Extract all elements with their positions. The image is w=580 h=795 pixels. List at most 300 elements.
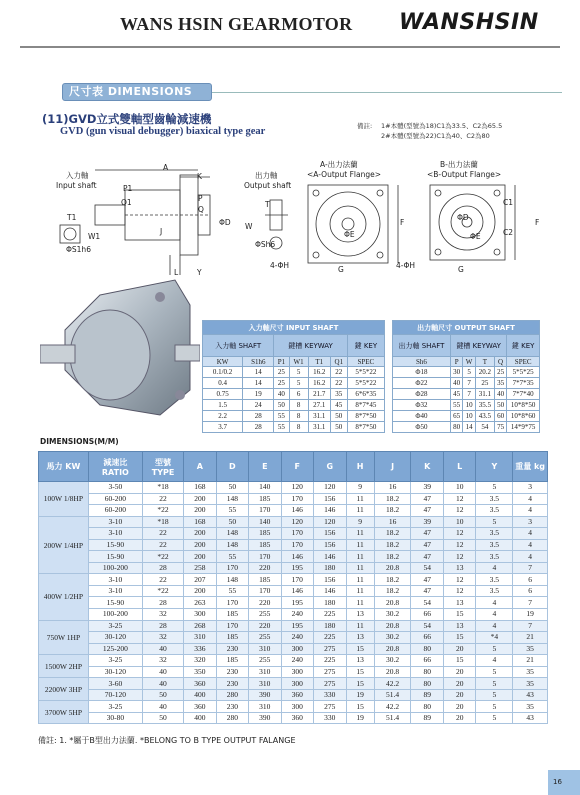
dimension-cell: 20.8 [374,620,411,632]
dimension-cell: 170 [249,505,281,517]
dimension-cell: 80 [411,666,443,678]
dimension-cell: 4 [513,551,548,563]
kw-cell: 750W 1HP [39,620,89,655]
dimension-cell: 10 [443,516,475,528]
dim-label-w1: W1 [88,232,101,241]
output-shaft-cell: 60 [494,411,507,422]
dimension-cell: 66 [411,632,443,644]
input-shaft-cell: 0.75 [203,389,243,400]
dimension-cell: 146 [314,505,346,517]
dim-label-4h-b: 4-ΦH [396,261,416,270]
dimension-cell: 3.5 [476,493,513,505]
output-shaft-cell: 35.5 [475,400,494,411]
dimensions-row [39,712,548,724]
dimension-cell: 156 [314,574,346,586]
dimensions-header-Y: Y [476,452,513,482]
output-shaft-cell: Φ22 [393,378,451,389]
input-shaft-cell: 1.5 [203,400,243,411]
dimension-cell: 9 [346,516,374,528]
kw-cell: 2200W 3HP [39,678,89,701]
dimension-cell: 18.2 [374,528,411,540]
dimensions-row [39,609,548,621]
dimension-cell: 300 [281,643,313,655]
dimension-cell: 280 [216,712,248,724]
dimension-cell: 18.2 [374,551,411,563]
output-shaft-label-cn: 出力軸 [255,171,278,180]
input-shaft-table-title: 入力軸尺寸 INPUT SHAFT [203,321,385,335]
dimension-cell: 156 [314,528,346,540]
dim-label-g-a: G [338,265,344,274]
dimension-cell: 12 [443,539,475,551]
output-shaft-cell: 55 [450,400,462,411]
dimensions-header-K: K [411,452,443,482]
output-shaft-column-header-row [393,357,540,367]
a-flange-label-en: <A-Output Flange> [307,170,382,179]
a-flange-label-cn: A-出力法蘭 [320,160,358,169]
dimension-cell: 47 [411,505,443,517]
dimension-cell: 6 [513,574,548,586]
dimension-cell: 60-200 [88,505,142,517]
dimension-cell: 275 [314,678,346,690]
dimension-cell: 310 [184,632,216,644]
dimensions-row [39,597,548,609]
dimension-cell: 180 [314,562,346,574]
input-shaft-row [203,411,385,422]
dimension-cell: 20 [443,666,475,678]
remark-line-1: 1#本體(型號為18)C1為33.5、C2為65.5 [381,122,503,130]
dimension-cell: 3-10 [88,585,142,597]
input-shaft-cell: 24 [243,400,274,411]
dimension-cell: 310 [249,701,281,713]
dimension-cell: 51.4 [374,712,411,724]
input-shaft-cell: 0.4 [203,378,243,389]
input-shaft-cell: 55 [274,422,289,433]
dimension-cell: 66 [411,609,443,621]
dimensions-header-L: L [443,452,475,482]
dimension-cell: 185 [249,539,281,551]
dimensions-row [39,689,548,701]
dimension-cell: 7 [513,562,548,574]
dimension-cell: 225 [314,632,346,644]
dimension-cell: 140 [249,482,281,494]
output-shaft-cell: 35 [494,378,507,389]
dimension-cell: 12 [443,505,475,517]
dimension-cell: 3-10 [88,516,142,528]
dimension-cell: 310 [249,678,281,690]
dimension-cell: 3-25 [88,620,142,632]
dimension-cell: 195 [281,562,313,574]
output-shaft-cell: 10*8*60 [507,411,540,422]
dimension-cell: 146 [281,585,313,597]
dimension-cell: 200 [184,528,216,540]
gearmotor-product-photo [40,275,200,425]
dimensions-row [39,528,548,540]
dimension-cell: 225 [314,655,346,667]
dimensions-row [39,701,548,713]
dim-label-4h-a: 4-ΦH [270,261,290,270]
dimensions-row [39,655,548,667]
remark-line-2: 2#本體(型號為22)C1為40、C2為80 [381,132,490,140]
output-shaft-label-en: Output shaft [244,181,292,190]
dimension-cell: 5 [476,516,513,528]
dimension-cell: 148 [216,574,248,586]
dim-label-e-b: ΦE [470,232,481,241]
output-shaft-cell: 5 [463,367,475,378]
dimension-cell: 170 [216,597,248,609]
input-shaft-cell: 55 [274,411,289,422]
section-banner: 尺寸表 DIMENSIONS [62,83,212,101]
dimension-cell: 120 [314,482,346,494]
dimension-cell: 200 [184,539,216,551]
dimensions-row [39,574,548,586]
dim-label-s1h6: ΦS1h6 [66,245,91,254]
output-shaft-col-0: Sh6 [393,357,451,367]
dimension-cell: 18.2 [374,585,411,597]
dimension-cell: 300 [281,678,313,690]
dimension-cell: 3-25 [88,701,142,713]
dimension-cell: 13 [443,597,475,609]
input-shaft-row [203,367,385,378]
input-shaft-col-0: KW [203,357,243,367]
output-shaft-col-3: T [475,357,494,367]
input-shaft-cell: 25 [274,378,289,389]
dimension-cell: 300 [184,609,216,621]
input-shaft-table [202,320,385,433]
input-shaft-cell: 16.2 [308,367,330,378]
dimension-cell: 40 [142,666,183,678]
dim-label-f-a: F [400,218,405,227]
input-shaft-cell: 14 [243,367,274,378]
input-shaft-cell: 6 [289,389,308,400]
output-shaft-col-2: W [463,357,475,367]
output-shaft-cell: 7*7*35 [507,378,540,389]
dimension-cell: 255 [249,655,281,667]
dimension-cell: 20 [443,643,475,655]
dimension-cell: 21 [513,655,548,667]
dimension-cell: 3 [513,482,548,494]
technical-drawings [30,145,560,280]
dimension-cell: 12 [443,528,475,540]
dimension-cell: 3-10 [88,528,142,540]
dimension-cell: 30-120 [88,632,142,644]
dimension-cell: 120 [314,516,346,528]
dimension-cell: 60-200 [88,493,142,505]
dimension-cell: 240 [281,655,313,667]
dimension-cell: 11 [346,551,374,563]
dimensions-header-type: 型號 TYPE [142,452,183,482]
dimension-cell: 11 [346,597,374,609]
dimension-cell: 19 [346,689,374,701]
dimension-cell: 5 [476,666,513,678]
dimensions-header-H: H [346,452,374,482]
dimension-cell: 20 [443,712,475,724]
dimension-cell: 6 [513,585,548,597]
dimension-cell: 7 [513,620,548,632]
dimension-cell: 15-90 [88,551,142,563]
dimension-cell: 16 [374,482,411,494]
dimension-cell: 7 [513,597,548,609]
output-shaft-col-1: P [450,357,462,367]
output-shaft-cell: 75 [494,422,507,433]
dimension-cell: 310 [249,643,281,655]
dimensions-header-weight: 重量 kg [513,452,548,482]
dimension-cell: 12 [443,493,475,505]
dimension-cell: 3-50 [88,482,142,494]
dimension-cell: 146 [314,551,346,563]
output-shaft-row [393,422,540,433]
output-shaft-cell: Φ32 [393,400,451,411]
dim-label-p: P [198,194,203,203]
dimension-cell: 35 [513,666,548,678]
dim-label-d: ΦD [219,218,231,227]
dimension-cell: 30-120 [88,666,142,678]
model-title-cn: (11)GVD立式雙軸型齒輪減速機 [42,112,212,126]
dimensions-label: DIMENSIONS(M/M) [40,437,119,446]
input-shaft-cell: 3.7 [203,422,243,433]
dimension-cell: 170 [281,493,313,505]
dimension-cell: 220 [249,620,281,632]
dimension-cell: 185 [249,528,281,540]
dimension-cell: 12 [443,551,475,563]
input-shaft-cell: 45 [330,400,347,411]
dimension-cell: 30.2 [374,609,411,621]
input-shaft-cell: 8 [289,411,308,422]
dimension-cell: 47 [411,551,443,563]
input-shaft-group-keyway: 鍵槽 KEYWAY [274,335,347,357]
output-shaft-cell: 50 [494,400,507,411]
dimension-cell: 54 [411,620,443,632]
output-shaft-cell: Φ50 [393,422,451,433]
dimension-cell: 3.5 [476,505,513,517]
output-shaft-cell: 45 [450,389,462,400]
output-shaft-cell: 54 [475,422,494,433]
output-shaft-table [392,320,540,433]
dimension-cell: 70-120 [88,689,142,701]
input-shaft-cell: 8 [289,422,308,433]
dimension-cell: 42.2 [374,701,411,713]
dimension-cell: 170 [281,574,313,586]
dimension-cell: 5 [476,643,513,655]
dimensions-row [39,632,548,644]
dimension-cell: 195 [281,597,313,609]
b-flange-drawing [430,185,515,260]
input-shaft-cell: 22 [330,378,347,389]
dimension-cell: 30-80 [88,712,142,724]
output-shaft-col-4: Q [494,357,507,367]
dimension-cell: 170 [216,562,248,574]
dimension-cell: 20 [443,689,475,701]
dimension-cell: 28 [142,562,183,574]
dimension-cell: 20.8 [374,643,411,655]
dimension-cell: 11 [346,505,374,517]
dimension-cell: 3.5 [476,551,513,563]
dimension-cell: 168 [184,516,216,528]
dimension-cell: 255 [249,609,281,621]
output-shaft-cell: 25 [494,367,507,378]
dimension-cell: 3.5 [476,528,513,540]
dimension-cell: 220 [249,562,281,574]
dimension-cell: 185 [216,632,248,644]
dimension-cell: 275 [314,643,346,655]
dimension-cell: 207 [184,574,216,586]
dimension-cell: 20.8 [374,666,411,678]
dimension-cell: 15 [443,655,475,667]
input-shaft-cell: 6*6*35 [347,389,384,400]
output-shaft-cell: 7*7*40 [507,389,540,400]
brand-logo: WANSHSIN [399,10,539,35]
dimension-cell: 54 [411,597,443,609]
dimension-cell: 156 [314,539,346,551]
dimension-cell: 55 [216,551,248,563]
dimensions-row [39,516,548,528]
output-shaft-cell: 40 [494,389,507,400]
dimension-cell: 15 [346,678,374,690]
input-shaft-cell: 27.1 [308,400,330,411]
input-shaft-col-6: SPEC [347,357,384,367]
dimensions-header-D: D [216,452,248,482]
dimension-cell: 19 [346,712,374,724]
banner-divider [212,92,562,93]
dim-label-g-b: G [458,265,464,274]
dimension-cell: 180 [314,597,346,609]
input-shaft-label-en: Input shaft [56,181,97,190]
dimensions-row [39,551,548,563]
dimension-cell: 13 [443,620,475,632]
dimension-cell: 185 [249,574,281,586]
output-shaft-cell: 20.2 [475,367,494,378]
dimension-cell: 5 [476,689,513,701]
dimension-cell: 4 [513,539,548,551]
dimension-cell: 55 [216,505,248,517]
dimension-cell: 11 [346,620,374,632]
dimension-cell: 255 [249,632,281,644]
dimension-cell: 40 [142,643,183,655]
kw-cell: 400W 1/2HP [39,574,89,620]
input-shaft-cell: 28 [243,422,274,433]
dimension-cell: 20.8 [374,597,411,609]
dimension-cell: 20.8 [374,562,411,574]
dimensions-row [39,539,548,551]
input-shaft-cell: 31.1 [308,411,330,422]
dimension-cell: 280 [216,689,248,701]
dimension-cell: 320 [184,655,216,667]
dimension-cell: 4 [513,528,548,540]
output-shaft-cell: Φ40 [393,411,451,422]
dimension-cell: 4 [476,597,513,609]
output-shaft-cell: 40 [450,378,462,389]
dimension-cell: 80 [411,701,443,713]
dimension-cell: 170 [249,551,281,563]
dimensions-header-row [39,452,548,482]
kw-cell: 3700W 5HP [39,701,89,724]
dimension-cell: 3.5 [476,574,513,586]
dim-label-t: T [265,200,270,209]
dimensions-row [39,666,548,678]
dim-label-w: W [245,222,253,231]
dimension-cell: 40 [142,678,183,690]
input-shaft-cell: 50 [330,411,347,422]
dimension-cell: 28 [142,620,183,632]
input-shaft-group-key: 鍵 KEY [347,335,384,357]
dimension-cell: 360 [184,701,216,713]
dimension-cell: 360 [281,712,313,724]
dim-label-e-a: ΦE [344,230,355,239]
dimension-cell: *22 [142,585,183,597]
output-shaft-row [393,367,540,378]
dimension-cell: 230 [216,666,248,678]
dimensions-table [38,451,548,724]
remark-prefix: 備註: [357,122,373,130]
dimensions-row [39,562,548,574]
dimension-cell: 230 [216,701,248,713]
dimension-cell: 275 [314,701,346,713]
dimension-cell: 15-90 [88,597,142,609]
dimension-cell: 13 [346,632,374,644]
dimension-cell: 35 [513,678,548,690]
dimension-cell: 148 [216,539,248,551]
dimension-cell: 4 [476,609,513,621]
dimensions-row [39,482,548,494]
dimension-cell: 15 [443,632,475,644]
dimensions-header-E: E [249,452,281,482]
dim-label-a: A [163,163,169,172]
dimension-cell: 125-200 [88,643,142,655]
input-shaft-cell: 8 [289,400,308,411]
dimension-cell: 11 [346,493,374,505]
output-shaft-cell: 30 [450,367,462,378]
input-shaft-cell: 0.1/0.2 [203,367,243,378]
output-shaft-row [393,378,540,389]
dimension-cell: 263 [184,597,216,609]
dimension-cell: *18 [142,516,183,528]
output-shaft-col-5: SPEC [507,357,540,367]
dimension-cell: 200 [184,493,216,505]
dimensions-row [39,505,548,517]
dimension-cell: 3-25 [88,655,142,667]
dimension-cell: 39 [411,516,443,528]
dimension-cell: *4 [476,632,513,644]
input-shaft-row [203,378,385,389]
dimension-cell: 3-60 [88,678,142,690]
dim-label-k: K [197,172,202,181]
dimension-cell: 50 [142,689,183,701]
input-shaft-cell: 22 [330,367,347,378]
input-shaft-label-cn: 入力軸 [66,171,89,180]
dimension-cell: 156 [314,493,346,505]
input-shaft-cell: 50 [330,422,347,433]
dimension-cell: 32 [142,655,183,667]
dimension-cell: 30.2 [374,655,411,667]
dimension-cell: 80 [411,678,443,690]
dimension-cell: 3.5 [476,539,513,551]
dimension-cell: 195 [281,620,313,632]
dimension-cell: 51.4 [374,689,411,701]
dimension-cell: 185 [216,655,248,667]
dimension-cell: 258 [184,562,216,574]
input-shaft-col-4: T1 [308,357,330,367]
dimension-cell: 22 [142,574,183,586]
kw-cell: 200W 1/4HP [39,516,89,574]
input-shaft-cell: 14 [243,378,274,389]
dimension-cell: 330 [314,689,346,701]
dimension-cell: 16 [374,516,411,528]
dimension-cell: 30.2 [374,632,411,644]
dimension-cell: 390 [249,712,281,724]
dimension-cell: 200 [184,505,216,517]
input-shaft-cell: 16.2 [308,378,330,389]
dimension-cell: 20 [443,701,475,713]
dimensions-row [39,493,548,505]
